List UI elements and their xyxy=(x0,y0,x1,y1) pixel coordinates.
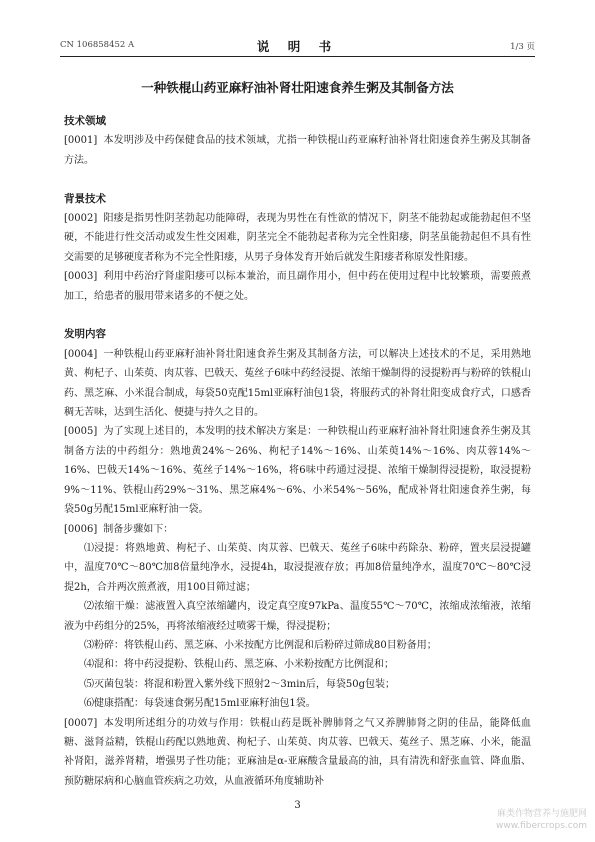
paragraph-number: [0002] xyxy=(64,213,98,225)
document-body xyxy=(64,112,531,791)
paragraph-number: [0005] xyxy=(64,426,98,438)
step-sterilization: ⑸灭菌包装：将混和粉置入紫外线下照射2～3min后，每袋50g包装； xyxy=(84,678,395,690)
paragraph-0006 xyxy=(64,520,531,539)
paragraph-text: 本发明涉及中药保健食品的技术领域，尤指一种铁棍山药亚麻籽油补肾壮阳速食养生粥及其制备方法。 xyxy=(64,135,531,166)
paragraph-0005 xyxy=(64,422,531,519)
paragraph-text: 制备步骤如下： xyxy=(103,523,174,535)
paragraph-text: 本发明所述组分的功效与作用：铁棍山药是既补脾肺肾之气又养脾肺肾之阴的佳品，能降低血糖、滋肾益精，铁棍山药配以熟地黄、枸杞子、山茱萸、肉苁蓉、巴戟天、菟丝子、黑芝麻、小米，能温补肾阳，滋养肾精，增强男子性功能；亚麻油是α-亚麻酸含量最高的油，具有清洗和舒张血管、降血脂、预防糖尿病和心脑血管疾病之功效，从血液循环角度辅助补 xyxy=(64,717,531,787)
step-pairing: ⑹健康搭配：每袋速食粥另配15ml亚麻籽油包1袋。 xyxy=(84,698,316,710)
paragraph-0001 xyxy=(64,131,531,170)
step-extraction: ⑴浸提：将熟地黄、枸杞子、山茱萸、肉苁蓉、巴戟天、菟丝子6味中药除杂、粉碎，置夹层浸提罐中，温度70℃～80℃加8倍量纯净水，浸提4h，取浸提液存放；再加8倍量纯净水，温度70℃～80℃浸提2h，合并两次煎煮液，用100目筛过滤； xyxy=(64,542,531,593)
paragraph-0007 xyxy=(64,714,531,792)
patent-number: CN 106858452 A xyxy=(60,40,135,50)
section-label: 说 明 书 xyxy=(256,39,339,54)
paragraph-number: [0001] xyxy=(64,135,98,147)
step-concentration: ⑵浓缩干燥：滤液置入真空浓缩罐内，设定真空度97kPa、温度55℃～70℃，浓缩成浓缩液，浓缩液为中药组分的25%，再将浓缩液经过喷雾干燥，得浸提粉； xyxy=(64,601,531,632)
paragraph-number: [0007] xyxy=(64,717,98,729)
watermark-name: 麻类作物营养与施肥网 xyxy=(496,809,587,819)
section-heading-invention: 发明内容 xyxy=(64,328,106,341)
paragraph-number: [0003] xyxy=(64,271,98,283)
paragraph-text: 阳痿是指男性阴茎勃起功能障碍，表现为男性在有性欲的情况下，阴茎不能勃起或能勃起但不坚硬，不能进行性交活动或发生性交困难，阴茎完全不能勃起者称为完全性阳痿，阴茎虽能勃起但不具有性交需要的足够硬度者称为不完全性阳痿，从男子身体发育开始后就发生阳痿者称原发性阳痿。 xyxy=(64,213,531,263)
site-watermark xyxy=(496,808,587,832)
page-header xyxy=(60,38,535,57)
page-number: 3 xyxy=(294,800,301,811)
paragraph-0004 xyxy=(64,345,531,423)
section-heading-tech-field: 技术领域 xyxy=(64,115,106,127)
section-heading-background: 背景技术 xyxy=(64,192,106,205)
paragraph-text: 一种铁棍山药亚麻籽油补肾壮阳速食养生粥及其制备方法，可以解决上述技术的不足，采用熟地黄、枸杞子、山茱萸、肉苁蓉、巴戟天、菟丝子6味中药经浸提、浓缩干燥制得的浸提粉再与粉碎的铁棍山药、黑芝麻、小米混合制成，每袋50克配15ml亚麻籽油包1袋，将服药式的补肾壮阳变成食疗式，口感香稠无苦味，达到生活化、便捷与持久之目的。 xyxy=(64,348,531,419)
page-indicator: 1/3 页 xyxy=(510,42,535,52)
paragraph-number: [0006] xyxy=(64,523,98,535)
document-title: 一种铁棍山药亚麻籽油补肾壮阳速食养生粥及其制备方法 xyxy=(141,80,454,95)
step-grinding: ⑶粉碎：将铁棍山药、黑芝麻、小米按配方比例混和后粉碎过筛成80目粉备用； xyxy=(84,639,437,651)
watermark-url: www.fibercrops.com xyxy=(496,821,587,831)
paragraph-number: [0004] xyxy=(64,348,98,360)
paragraph-0002 xyxy=(64,209,531,267)
paragraph-0003 xyxy=(64,267,531,306)
paragraph-text: 为了实现上述目的，本发明的技术解决方案是：一种铁棍山药亚麻籽油补肾壮阳速食养生粥及其制备方法的中药组分：熟地黄24%～26%、枸杞子14%～16%、山茱萸14%～16%、肉苁蓉14%～16%、巴戟天14%～16%、菟丝子14%～16%，将6味中药通过浸提、浓缩干燥制得浸提粉，取浸提粉9%～11%、铁棍山药29%～31%、黑芝麻4%～6%、小米54%～56%，配成补肾壮阳速食养生粥，每袋50g另配15ml亚麻籽油一袋。 xyxy=(64,426,531,516)
step-mixing: ⑷混和：将中药浸提粉、铁棍山药、黑芝麻、小米粉按配方比例混和； xyxy=(84,659,394,671)
paragraph-text: 利用中药治疗肾虚阳痿可以标本兼治，而且副作用小，但中药在使用过程中比较繁琐，需要煎煮加工，给患者的服用带来诸多的不便之处。 xyxy=(64,271,531,302)
